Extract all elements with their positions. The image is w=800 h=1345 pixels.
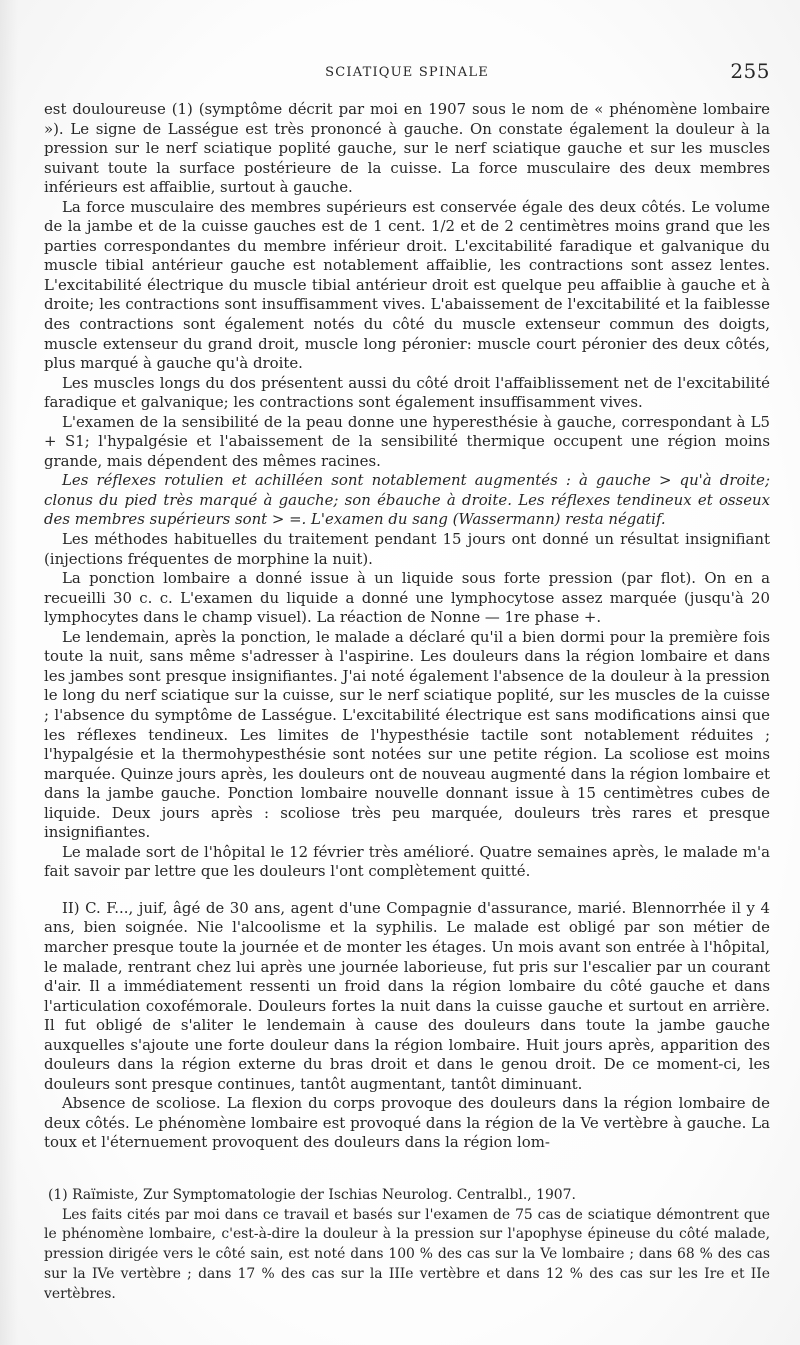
paragraph-treatment: Les méthodes habituelles du traitement pendant 15 jours ont donné un résultat insignifiant (injections fréquentes de morphine la nuit).: [44, 530, 770, 568]
paragraph-muscle-strength: La force musculaire des membres supérieurs est conservée égale des deux côtés. Le volume de la jambe et de la cuisse gauches est de 1 cent. 1/2 et de 2 centimètres moins grand que les parties correspondantes du membre inférieur droit. L'excitabilité faradique et galvanique du muscle tibial antérieur gauche est notablement affaiblie, les contractions sont assez lentes. L'excitabilité électrique du muscle tibial antérieur droit est quelque peu affaiblie à gauche et à droite; les contractions sont insuffisamment vives. L'abaissement de l'excitabilité et la faiblesse des contractions sont également notés du côté du muscle extenseur commun des doigts, muscle extenseur du grand droit, muscle long péronier: muscle court péronier des deux côtés, plus marqué à gauche qu'à droite.: [44, 197, 770, 373]
page-header: [44, 59, 770, 83]
paragraph-scoliosis-absence: Absence de scoliose. La flexion du corps provoque des douleurs dans la région lombaire de deux côtés. Le phénomène lombaire est provoqué dans la région de la Ve vertèbre à gauche. La toux et l'éternuement provoquent des douleurs dans la région lom-: [44, 1094, 770, 1152]
paragraph-case-two: II) C. F..., juif, âgé de 30 ans, agent d'une Compagnie d'assurance, marié. Blennorrhée il y 4 ans, bien soignée. Nie l'alcoolisme et la syphilis. Le malade est obligé par son métier de marcher presque toute la journée et de monter les étages. Un mois avant son entrée à l'hôpital, le malade, rentrant chez lui après une journée laborieuse, fut pris sur l'escalier par un courant d'air. Il a immédiatement ressenti un froid dans la région lombaire du côté gauche et dans l'articulation coxofémorale. Douleurs fortes la nuit dans la cuisse gauche et surtout en arrière. Il fut obligé de s'aliter le lendemain à cause des douleurs dans toute la jambe gauche auxquelles s'ajoute une forte douleur dans la région lombaire. Huit jours après, apparition des douleurs dans la région externe du bras droit et dans le genou droit. De ce moment-ci, les douleurs sont presque continues, tantôt augmentant, tantôt diminuant.: [44, 898, 770, 1093]
paragraph-reflexes: Les réflexes rotulien et achilléen sont notablement augmentés : à gauche > qu'à droite; clonus du pied très marqué à gauche; son ébauche à droite. Les réflexes tendineux et osseux des membres supérieurs sont > =. L'examen du sang (Wassermann) resta négatif.: [44, 471, 770, 529]
footnotes: [44, 1186, 770, 1304]
running-title: SCIATIQUE SPINALE: [325, 65, 489, 80]
paragraph-lumbar-puncture: La ponction lombaire a donné issue à un liquide sous forte pression (par flot). On en a recueilli 30 c. c. L'examen du liquide a donné une lymphocytose assez marquée (jusqu'à 20 lymphocytes dans le champ visuel). La réaction de Nonne — 1re phase +.: [44, 569, 770, 627]
paragraph-lumbar-pain: est douloureuse (1) (symptôme décrit par moi en 1907 sous le nom de « phénomène lombaire »). Le signe de Lasségue est très prononcé à gauche. On constate également la douleur à la pression sur le nerf sciatique poplité gauche, sur le nerf sciatique gauche et sur les muscles suivant toute la surface postérieure de la cuisse. La force musculaire des deux membres inférieurs est affaiblie, surtout à gauche.: [44, 100, 770, 197]
paragraph-discharge: Le malade sort de l'hôpital le 12 février très amélioré. Quatre semaines après, le malade m'a fait savoir par lettre que les douleurs l'ont complètement quitté.: [44, 842, 770, 881]
paragraph-back-muscles: Les muscles longs du dos présentent aussi du côté droit l'affaiblissement net de l'excitabilité faradique et galvanique; les contractions sont également insuffisamment vives.: [44, 373, 770, 412]
footnote-statistics: Les faits cités par moi dans ce travail et basés sur l'examen de 75 cas de sciatique démontrent que le phénomène lombaire, c'est-à-dire la douleur à la pression sur l'apophyse épineuse du côté malade, pression dirigée vers le côté sain, est noté dans 100 % des cas sur la Ve lombaire ; dans 68 % des cas sur la IVe vertèbre ; dans 17 % des cas sur la IIIe vertèbre et dans 12 % des cas sur les Ire et IIe vertèbres.: [44, 1206, 770, 1302]
case-separator: [44, 882, 770, 899]
page-number: 255: [730, 59, 770, 83]
page-edge-shadow: [0, 0, 18, 1345]
body-text: [44, 100, 770, 1153]
footnote-reference: (1) Raïmiste, Zur Symptomatologie der Ischias Neurolog. Centralbl., 1907.: [48, 1187, 576, 1203]
paragraph-skin-sensitivity: L'examen de la sensibilité de la peau donne une hyperesthésie à gauche, correspondant à L5 + S1; l'hypalgésie et l'abaissement de la sensibilité thermique occupent une région moins grande, mais dépendent des mêmes racines.: [44, 412, 770, 470]
paragraph-next-day: Le lendemain, après la ponction, le malade a déclaré qu'il a bien dormi pour la première fois toute la nuit, sans même s'adresser à l'aspirine. Les douleurs dans la région lombaire et dans les jambes sont presque insignifiantes. J'ai noté également l'absence de la douleur à la pression le long du nerf sciatique sur la cuisse, sur le nerf sciatique poplité, sur les muscles de la cuisse ; l'absence du symptôme de Lasségue. L'excitabilité électrique est sans modifications ainsi que les réflexes tendineux. Les limites de l'hypesthésie tactile sont notablement réduites ; l'hypalgésie et la thermohypesthésie sont notées sur une petite région. La scoliose est moins marquée. Quinze jours après, les douleurs ont de nouveau augmenté dans la région lombaire et dans la jambe gauche. Ponction lombaire nouvelle donnant issue à 15 centimètres cubes de liquide. Deux jours après : scoliose très peu marquée, douleurs très rares et presque insignifiantes.: [44, 627, 770, 842]
